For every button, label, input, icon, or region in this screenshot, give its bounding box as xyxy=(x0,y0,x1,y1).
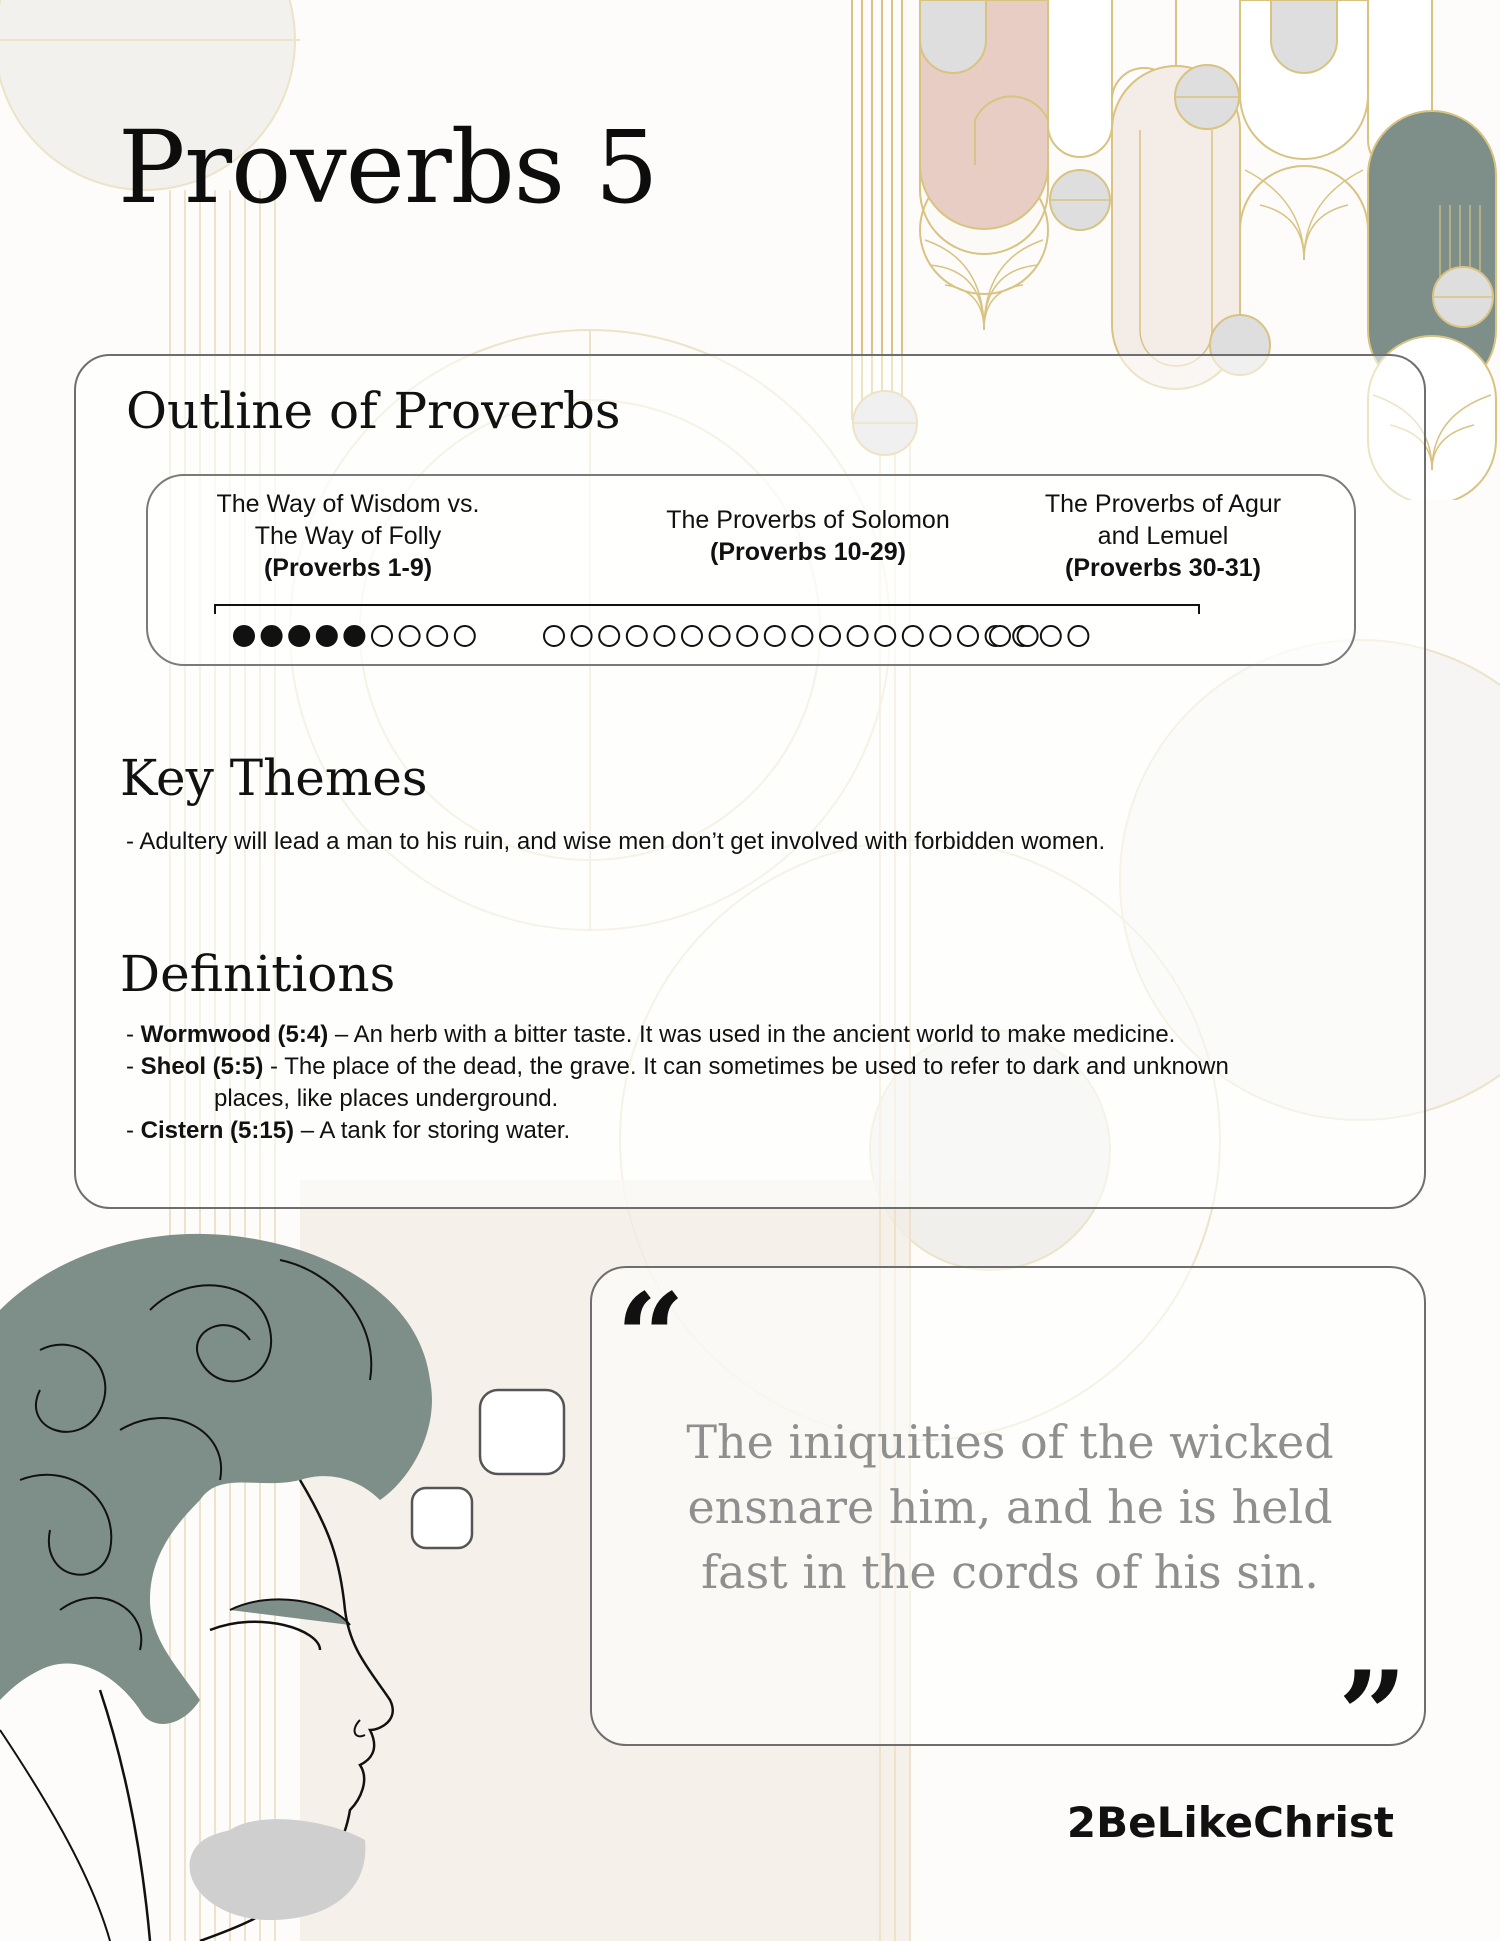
chapter-dot xyxy=(710,626,730,646)
chapter-dot xyxy=(820,626,840,646)
open-quote-icon: “ xyxy=(616,1267,686,1408)
chapter-dot xyxy=(599,626,619,646)
close-quote-icon: ” xyxy=(1338,1645,1408,1786)
chapter-progress-dots xyxy=(222,620,1222,650)
chapter-dot xyxy=(958,626,978,646)
chapter-dot-filled xyxy=(234,626,254,646)
definition-continuation: places, like places underground. xyxy=(214,1085,559,1112)
theme-item: - Adultery will lead a man to his ruin, and wise men don’t get involved with forbidden women. xyxy=(126,828,1106,855)
study-card xyxy=(74,354,1426,1209)
chapter-dot xyxy=(427,626,447,646)
man-profile-line-art xyxy=(0,1230,600,1941)
chapter-dot xyxy=(682,626,702,646)
chapter-dot xyxy=(903,626,923,646)
thought-bubble-icon xyxy=(412,1390,564,1548)
segment-title-line: The Proverbs of Agur xyxy=(1044,490,1282,518)
segment-reference: (Proverbs 30-31) xyxy=(1065,554,1261,582)
definitions-heading: Definitions xyxy=(120,945,396,1003)
chapter-dot xyxy=(930,626,950,646)
outline-segment-3 xyxy=(998,488,1328,584)
chapter-dot xyxy=(875,626,895,646)
chapter-dot-filled xyxy=(344,626,364,646)
segment-title-line: The Way of Folly xyxy=(254,522,442,550)
chapter-dot xyxy=(792,626,812,646)
quote-text xyxy=(652,1410,1368,1605)
segment-reference: (Proverbs 10-29) xyxy=(710,538,906,566)
scripture-quote-card xyxy=(590,1266,1426,1786)
definition-item xyxy=(126,1019,1376,1051)
chapter-dot xyxy=(1068,626,1088,646)
definition-prefix: - xyxy=(126,1021,141,1048)
chapter-dot xyxy=(1018,626,1038,646)
key-themes-heading: Key Themes xyxy=(120,749,428,807)
chapter-dot-filled xyxy=(317,626,337,646)
definition-item xyxy=(126,1051,1376,1115)
quote-line: fast in the cords of his sin. xyxy=(701,1545,1319,1599)
definition-text: – A tank for storing water. xyxy=(294,1117,571,1144)
definition-prefix: - xyxy=(126,1117,141,1144)
outline-heading: Outline of Proverbs xyxy=(126,382,621,440)
chapter-dot xyxy=(1041,626,1061,646)
quote-line: ensnare him, and he is held xyxy=(687,1480,1333,1534)
definitions-list xyxy=(126,1019,1376,1147)
outline-bracket xyxy=(214,604,1200,614)
outline-segment-1 xyxy=(178,488,518,584)
chapter-dot xyxy=(455,626,475,646)
definition-text: - The place of the dead, the grave. It can sometimes be used to refer to dark and unknown xyxy=(263,1053,1229,1080)
segment-reference: (Proverbs 1-9) xyxy=(263,554,433,582)
chapter-dot xyxy=(572,626,592,646)
chapter-dot xyxy=(544,626,564,646)
page-title: Proverbs 5 xyxy=(118,109,658,226)
chapter-dot xyxy=(737,626,757,646)
definition-prefix: - xyxy=(126,1053,141,1080)
quote-line: The iniquities of the wicked xyxy=(686,1415,1334,1469)
definition-item xyxy=(126,1115,1376,1147)
brand-logo: 2BeLikeChrist xyxy=(1066,1798,1394,1847)
definition-term: Cistern (5:15) xyxy=(140,1117,295,1144)
chapter-dot-filled xyxy=(289,626,309,646)
chapter-dot xyxy=(765,626,785,646)
segment-title-line: The Proverbs of Solomon xyxy=(666,506,950,534)
segment-title-line: and Lemuel xyxy=(1097,522,1229,550)
segment-title-line: The Way of Wisdom vs. xyxy=(216,490,480,518)
chapter-dot xyxy=(848,626,868,646)
outline-segment-2 xyxy=(618,504,998,568)
chapter-dot-filled xyxy=(262,626,282,646)
chapter-dot xyxy=(627,626,647,646)
chapter-dot xyxy=(654,626,674,646)
chapter-dot xyxy=(990,626,1010,646)
definition-term: Wormwood (5:4) xyxy=(140,1021,329,1048)
chapter-dot xyxy=(400,626,420,646)
definition-text: – An herb with a bitter taste. It was used in the ancient world to make medicine. xyxy=(328,1021,1176,1048)
definition-term: Sheol (5:5) xyxy=(140,1053,264,1080)
book-outline-timeline xyxy=(146,474,1356,666)
chapter-dot xyxy=(372,626,392,646)
